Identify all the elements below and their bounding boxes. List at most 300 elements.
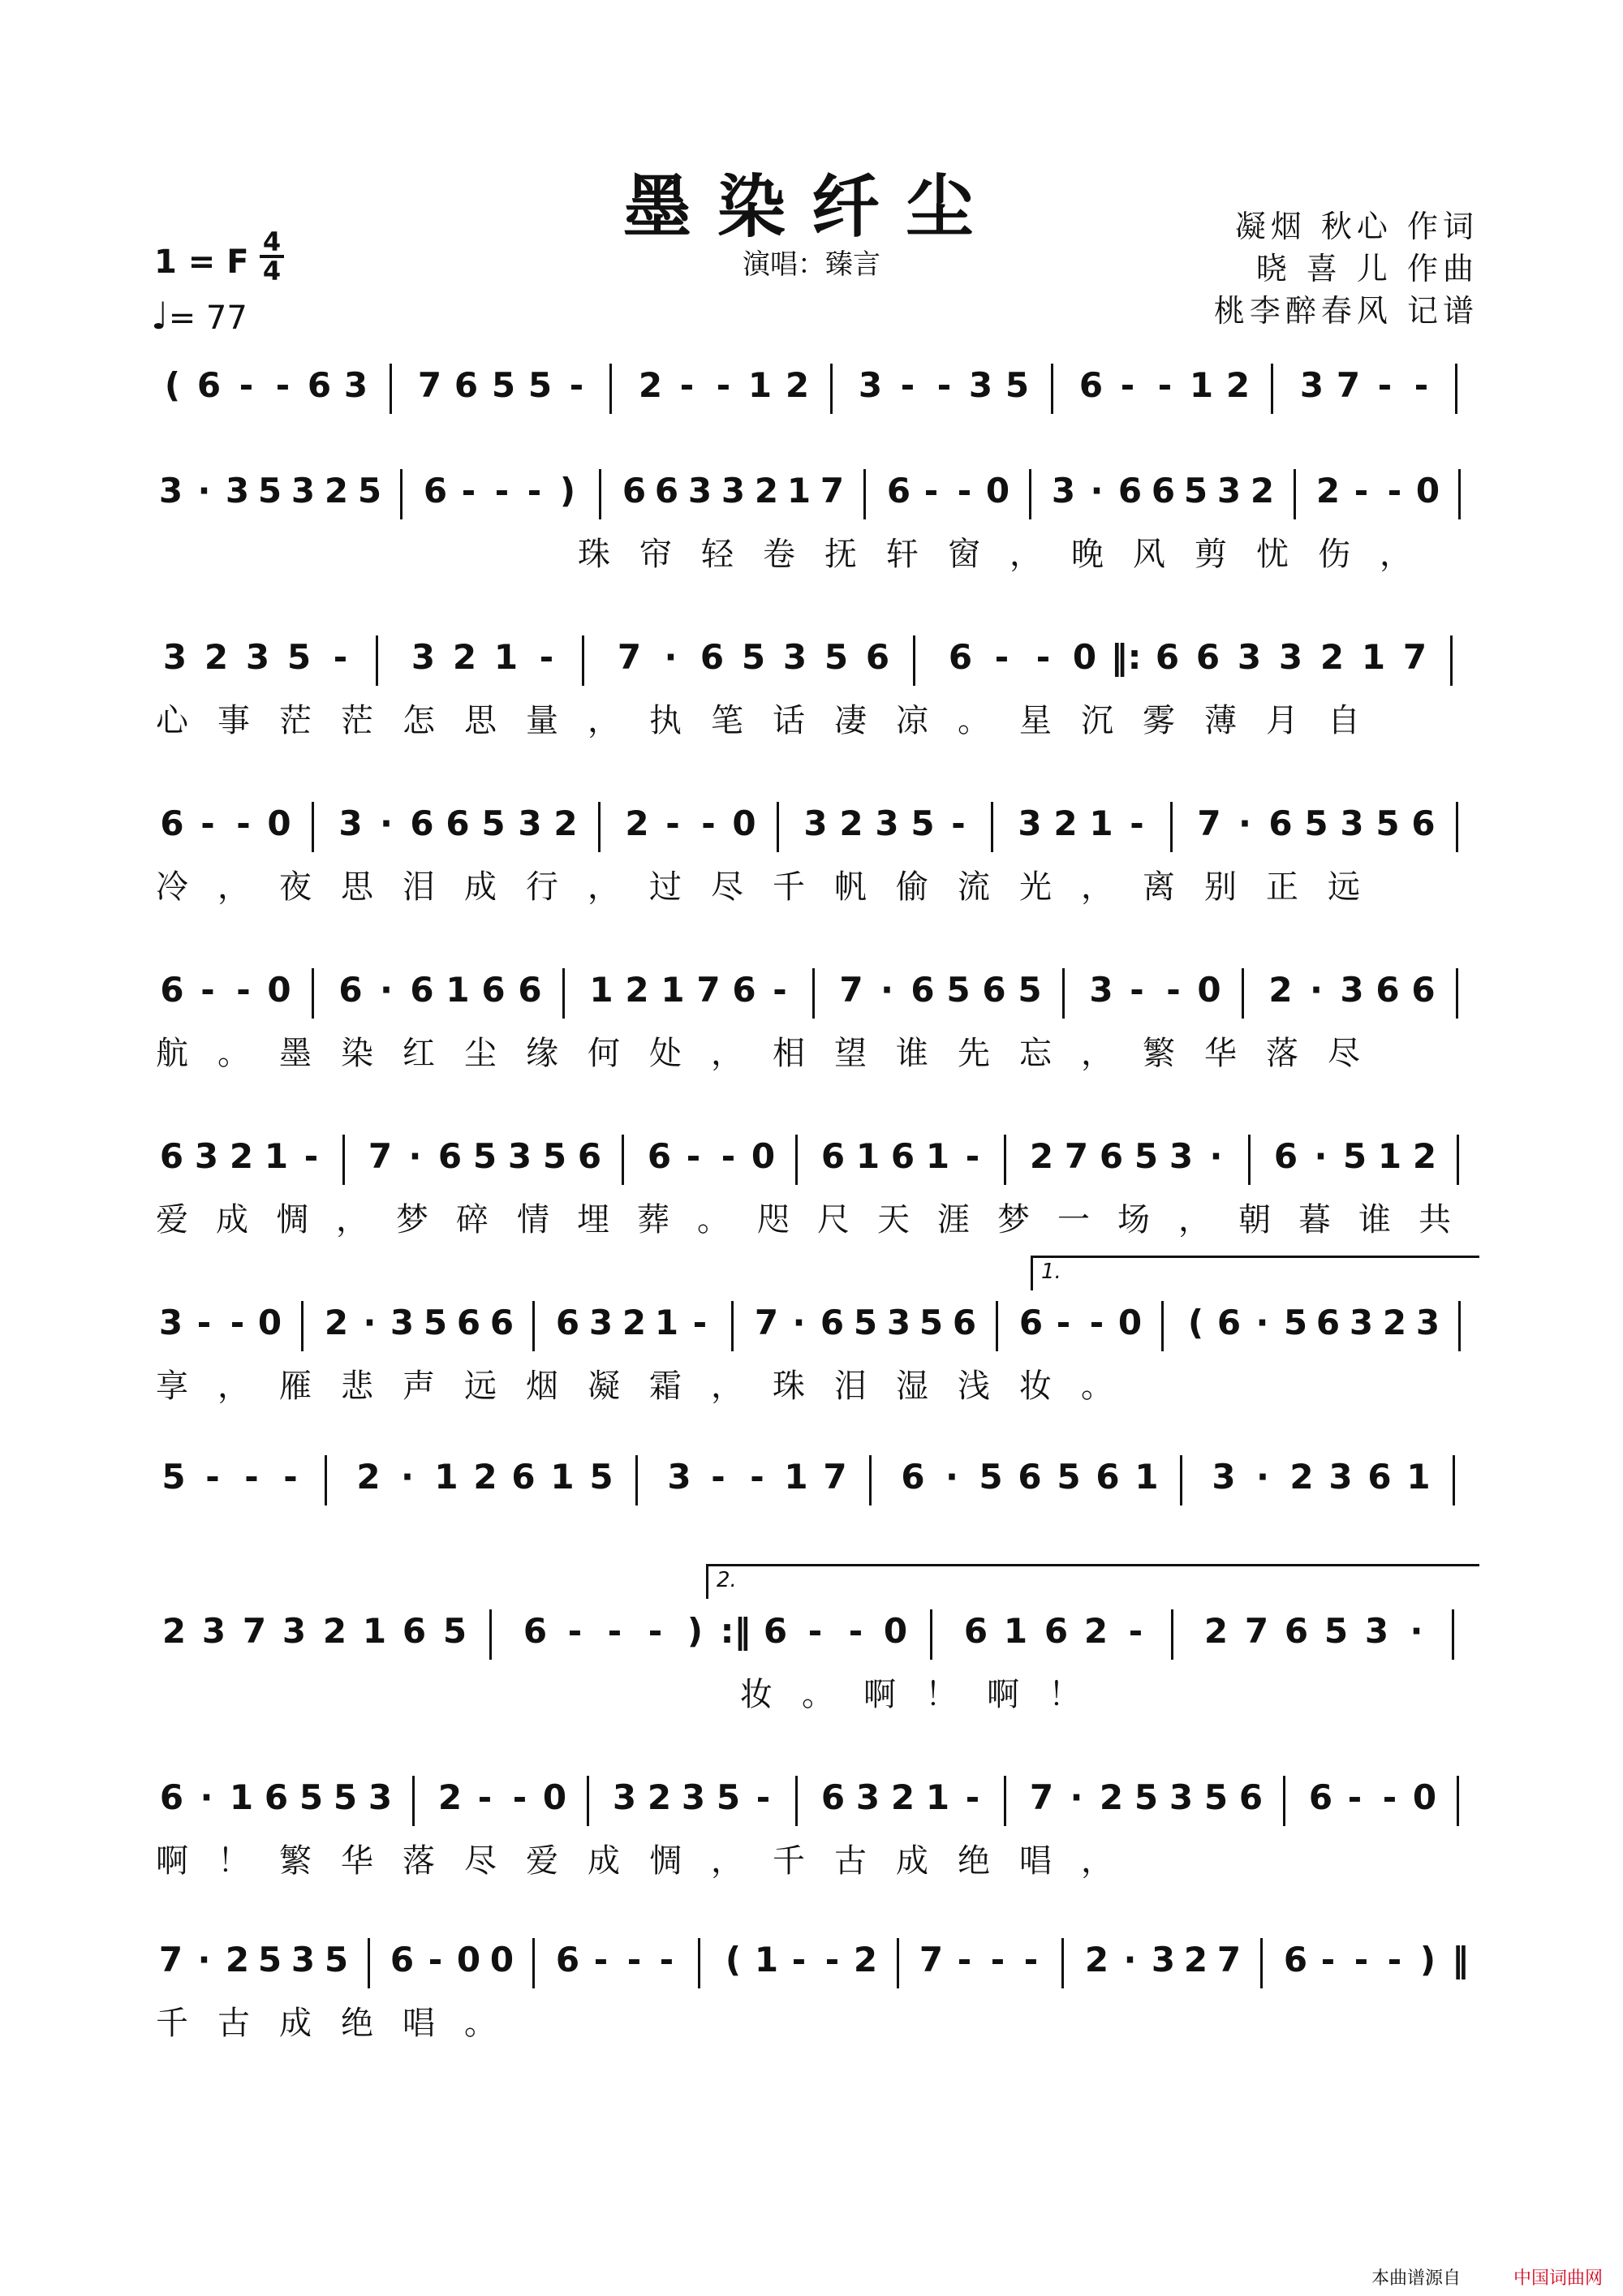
- lyric-char: 凉: [896, 702, 928, 739]
- note-symbol: -: [957, 471, 972, 510]
- note-symbol: 6: [1151, 471, 1176, 510]
- lyric-char: 行: [526, 868, 558, 906]
- note-symbol: 6: [523, 1611, 548, 1651]
- lyric-char: 谁: [1358, 1201, 1391, 1238]
- barline: [863, 469, 866, 519]
- note-symbol: (: [164, 365, 181, 405]
- score-row: [154, 357, 1477, 479]
- note-symbol: -: [428, 1940, 443, 1979]
- volta-second-label: 2.: [717, 1568, 737, 1592]
- lyric-char: 染: [341, 1035, 373, 1072]
- note-symbol: 2: [437, 1777, 463, 1817]
- note-symbol: 0: [732, 803, 756, 843]
- barline: [342, 1135, 345, 1185]
- note-symbol: 0: [267, 803, 291, 843]
- barline: [1061, 1938, 1064, 1988]
- note-symbol: -: [236, 970, 251, 1010]
- lyric-char: 落: [1266, 1035, 1298, 1072]
- lyric-char: 妆: [1019, 1368, 1052, 1405]
- tempo-marking: [151, 294, 248, 338]
- notation-line: [154, 357, 1477, 414]
- note-symbol: 5: [472, 1136, 497, 1176]
- note-symbol: 6: [952, 1303, 977, 1342]
- lyric-char: 湿: [896, 1368, 928, 1405]
- barline: [532, 1938, 535, 1988]
- lyric-char: 。: [958, 702, 990, 739]
- lyric-char: 唱: [403, 2005, 435, 2042]
- lyric-char: ，: [217, 868, 250, 906]
- lyric-char: 泪: [403, 868, 435, 906]
- lyric-char: 相: [773, 1035, 805, 1072]
- note-symbol: -: [824, 1940, 840, 1979]
- note-symbol: 3: [343, 365, 368, 405]
- note-symbol: 1: [925, 1136, 950, 1176]
- note-symbol: ·: [197, 471, 211, 510]
- lyric-char: 华: [341, 1842, 373, 1880]
- lyric-char: 怎: [403, 702, 435, 739]
- lyric-char: 烟: [526, 1368, 558, 1405]
- note-symbol: 0: [267, 970, 291, 1010]
- page-title: 墨染纤尘: [622, 166, 1000, 247]
- note-symbol: 2: [1183, 1940, 1208, 1979]
- barline: [1457, 1776, 1459, 1826]
- note-symbol: 6: [1018, 1457, 1042, 1497]
- note-symbol: 1: [786, 471, 812, 510]
- note-symbol: 3: [667, 1457, 691, 1497]
- note-symbol: -: [1056, 1303, 1071, 1342]
- barline: [1004, 1776, 1006, 1826]
- note-symbol: 6: [1284, 1611, 1309, 1651]
- lyric-char: 离: [1143, 868, 1175, 906]
- note-symbol: 6: [160, 970, 184, 1010]
- lyric-char: 成: [588, 1842, 620, 1880]
- note-symbol: 7: [1064, 1136, 1089, 1176]
- barline: [930, 1609, 932, 1660]
- note-symbol: -: [244, 1457, 259, 1497]
- note-symbol: 3: [390, 1303, 415, 1342]
- notation-line: [154, 1294, 1477, 1351]
- note-symbol: 5: [1134, 1777, 1159, 1817]
- lyric-char: 华: [1204, 1035, 1237, 1072]
- note-symbol: 7: [820, 471, 845, 510]
- lyric-char: 伤: [1318, 536, 1350, 573]
- note-symbol: ·: [1209, 1136, 1223, 1176]
- barline: [991, 802, 993, 852]
- lyric-char: 远: [464, 1368, 497, 1405]
- note-symbol: ·: [380, 970, 393, 1010]
- lyric-char: 落: [403, 1842, 435, 1880]
- note-symbol: 2: [647, 1777, 672, 1817]
- barline: [795, 1776, 798, 1826]
- barline: [698, 1938, 700, 1988]
- note-symbol: 0: [456, 1940, 481, 1979]
- lyrics-line: [154, 1033, 1477, 1074]
- lyric-char: 暮: [1298, 1201, 1331, 1238]
- barline: [1450, 635, 1453, 686]
- barline: [1271, 364, 1273, 414]
- note-symbol: 1: [1361, 637, 1386, 677]
- note-symbol: 7: [919, 1940, 944, 1979]
- note-symbol: -: [756, 1777, 771, 1817]
- note-symbol: 6: [1367, 1457, 1392, 1497]
- note-symbol: 2: [161, 1611, 187, 1651]
- lyric-char: 夜: [279, 868, 312, 906]
- note-symbol: 5: [542, 1136, 567, 1176]
- lyric-char: 成: [464, 868, 497, 906]
- note-symbol: -: [1023, 1940, 1039, 1979]
- note-symbol: -: [626, 1940, 642, 1979]
- note-symbol: -: [569, 365, 584, 405]
- lyric-char: 何: [588, 1035, 620, 1072]
- note-symbol: -: [593, 1940, 609, 1979]
- lyric-char: ，: [1178, 1201, 1211, 1238]
- note-symbol: 3: [368, 1777, 393, 1817]
- lyric-char: 惆: [276, 1201, 308, 1238]
- barline: [812, 968, 815, 1019]
- note-symbol: 1: [855, 1136, 880, 1176]
- lyric-char: 千: [773, 868, 805, 906]
- note-symbol: -: [1128, 1611, 1143, 1651]
- note-symbol: 2: [473, 1457, 497, 1497]
- note-symbol: 3: [1278, 637, 1303, 677]
- note-symbol: -: [665, 803, 680, 843]
- note-symbol: 6: [763, 1611, 788, 1651]
- barline: [1458, 469, 1461, 519]
- note-symbol: 2: [324, 1303, 349, 1342]
- note-symbol: ·: [792, 1303, 806, 1342]
- note-symbol: 5: [333, 1777, 358, 1817]
- lyric-char: 尺: [817, 1201, 850, 1238]
- note-symbol: 3: [1169, 1777, 1194, 1817]
- note-symbol: 7: [1216, 1940, 1242, 1979]
- note-symbol: 2: [622, 1303, 647, 1342]
- watermark-site: 中国词曲网: [1513, 2268, 1604, 2289]
- note-symbol: 2: [625, 803, 649, 843]
- note-symbol: 3: [858, 365, 883, 405]
- note-symbol: 2: [1083, 1611, 1109, 1651]
- note-symbol: 3: [875, 803, 899, 843]
- note-symbol: -: [205, 1457, 220, 1497]
- note-symbol: 3: [1328, 1457, 1353, 1497]
- note-symbol: 3: [1018, 803, 1042, 843]
- note-symbol: 6: [1117, 471, 1143, 510]
- lyric-char: 正: [1266, 868, 1298, 906]
- note-symbol: 1: [434, 1457, 458, 1497]
- time-signature-bottom: 4: [262, 256, 282, 286]
- lyric-char: ！: [1048, 1676, 1081, 1713]
- note-symbol: -: [716, 365, 731, 405]
- note-symbol: -: [239, 365, 254, 405]
- note-symbol: 1: [446, 970, 470, 1010]
- score-row: [154, 1449, 1477, 1570]
- lyric-char: 朝: [1238, 1201, 1271, 1238]
- lyric-char: 泪: [834, 1368, 867, 1405]
- barline: [1455, 364, 1457, 414]
- note-symbol: 6: [963, 1611, 988, 1651]
- note-symbol: 0: [1117, 1303, 1143, 1342]
- note-symbol: 6: [1283, 1940, 1308, 1979]
- note-symbol: 2: [1319, 637, 1345, 677]
- note-symbol: 6: [410, 970, 434, 1010]
- lyric-char: 情: [517, 1201, 549, 1238]
- note-symbol: 5: [1304, 803, 1328, 843]
- note-symbol: -: [1166, 970, 1181, 1010]
- note-symbol: ‖: [1452, 1940, 1469, 1979]
- note-symbol: ·: [1255, 1303, 1269, 1342]
- note-symbol: 5: [911, 803, 935, 843]
- note-symbol: 3: [687, 471, 712, 510]
- note-symbol: 5: [1057, 1457, 1081, 1497]
- note-symbol: 7: [158, 1940, 183, 1979]
- note-symbol: 7: [1197, 803, 1221, 843]
- note-symbol: 1: [1134, 1457, 1159, 1497]
- barline: [1180, 1455, 1182, 1506]
- notation-line: [154, 1769, 1477, 1826]
- barline: [1283, 1776, 1285, 1826]
- note-symbol: -: [807, 1611, 823, 1651]
- note-symbol: 5: [481, 803, 506, 843]
- note-symbol: 3: [1364, 1611, 1389, 1651]
- note-symbol: -: [711, 1457, 725, 1497]
- lyric-char: 笔: [711, 702, 743, 739]
- note-symbol: -: [304, 1136, 319, 1176]
- lyric-char: 心: [156, 702, 188, 739]
- lyric-char: 轻: [701, 536, 734, 573]
- lyric-char: 窗: [948, 536, 980, 573]
- note-symbol: -: [1414, 365, 1429, 405]
- note-symbol: ‖:: [1110, 637, 1142, 677]
- note-symbol: 6: [1268, 803, 1293, 843]
- note-symbol: 5: [1342, 1136, 1367, 1176]
- note-symbol: 2: [638, 365, 663, 405]
- lyricist-credit: 凝烟 秋心 作词: [1234, 209, 1479, 244]
- note-symbol: 6: [1411, 803, 1436, 843]
- note-symbol: 6: [489, 1303, 514, 1342]
- lyric-char: 话: [773, 702, 805, 739]
- lyric-char: 过: [649, 868, 682, 906]
- note-symbol: :‖: [720, 1611, 751, 1651]
- lyric-char: 涯: [937, 1201, 970, 1238]
- note-symbol: 2: [785, 365, 810, 405]
- note-symbol: -: [701, 803, 716, 843]
- note-symbol: -: [283, 1457, 298, 1497]
- score-row: [154, 1568, 1477, 1725]
- note-symbol: -: [791, 1940, 807, 1979]
- lyric-char: 碎: [456, 1201, 489, 1238]
- note-symbol: 6: [338, 970, 363, 1010]
- score-row: [154, 962, 1477, 1083]
- barline: [777, 802, 779, 852]
- note-symbol: ·: [200, 1777, 213, 1817]
- note-symbol: -: [923, 471, 939, 510]
- lyric-char: 星: [1019, 702, 1052, 739]
- lyric-char: 梦: [396, 1201, 428, 1238]
- note-symbol: 1: [925, 1777, 950, 1817]
- lyric-char: 爱: [156, 1201, 188, 1238]
- note-symbol: 3: [803, 803, 828, 843]
- lyric-char: 别: [1204, 868, 1237, 906]
- score-row: [154, 1128, 1477, 1250]
- note-symbol: 2: [1250, 471, 1275, 510]
- note-symbol: 6: [1238, 1777, 1264, 1817]
- note-symbol: ·: [1256, 1457, 1269, 1497]
- lyric-char: 绝: [341, 2005, 373, 2042]
- note-symbol: 6: [423, 471, 448, 510]
- lyric-char: 冷: [156, 868, 188, 906]
- note-symbol: -: [200, 970, 215, 1010]
- lyric-char: ，: [217, 1368, 250, 1405]
- barline: [869, 1455, 872, 1506]
- lyric-char: 剪: [1195, 536, 1227, 573]
- note-symbol: 3: [162, 637, 187, 677]
- note-symbol: 3: [1089, 970, 1113, 1010]
- note-symbol: ·: [1314, 1136, 1328, 1176]
- note-symbol: 3: [968, 365, 993, 405]
- note-symbol: 6: [622, 471, 647, 510]
- notation-line: [154, 962, 1477, 1019]
- note-symbol: 7: [839, 970, 863, 1010]
- lyric-char: 享: [156, 1368, 188, 1405]
- watermark-source: 本曲谱源自: [1371, 2268, 1462, 2289]
- note-symbol: 3: [1237, 637, 1262, 677]
- note-symbol: -: [936, 365, 952, 405]
- lyric-char: 思: [464, 702, 497, 739]
- note-symbol: -: [512, 1777, 527, 1817]
- time-signature-top: 4: [262, 226, 282, 257]
- lyric-char: 古: [834, 1842, 867, 1880]
- lyric-char: 尽: [711, 868, 743, 906]
- barline: [1029, 469, 1031, 519]
- lyric-char: 先: [958, 1035, 990, 1072]
- notation-line: [154, 1128, 1477, 1185]
- note-symbol: 3: [291, 471, 316, 510]
- note-symbol: 3: [201, 1611, 226, 1651]
- lyric-char: 千: [773, 1842, 805, 1880]
- lyric-char: 轩: [886, 536, 919, 573]
- lyric-char: 成: [896, 1842, 928, 1880]
- barline: [368, 1938, 370, 1988]
- score-row: [154, 795, 1477, 917]
- note-symbol: -: [200, 803, 215, 843]
- note-symbol: 6: [196, 365, 222, 405]
- quarter-note-icon: ♩: [151, 294, 169, 338]
- barline: [1004, 1135, 1006, 1185]
- lyric-char: ，: [588, 702, 620, 739]
- note-symbol: 6: [410, 803, 434, 843]
- note-symbol: 6: [160, 803, 184, 843]
- lyrics-line: [154, 534, 1477, 575]
- note-symbol: 0: [542, 1777, 567, 1817]
- lyric-char: 光: [1019, 868, 1052, 906]
- lyric-char: 繁: [1143, 1035, 1175, 1072]
- note-symbol: -: [750, 1457, 764, 1497]
- lyric-char: 。: [1081, 1368, 1113, 1405]
- note-symbol: 3: [245, 637, 270, 677]
- lyrics-line: [154, 1674, 1477, 1715]
- lyric-char: 墨: [279, 1035, 312, 1072]
- note-symbol: 7: [368, 1136, 393, 1176]
- note-symbol: 6: [1195, 637, 1220, 677]
- lyrics-line: [154, 1841, 1477, 1881]
- lyric-char: 事: [217, 702, 250, 739]
- notation-line: [154, 629, 1477, 686]
- barline: [599, 469, 601, 519]
- note-symbol: ): [1419, 1940, 1436, 1979]
- lyric-char: 一: [1057, 1201, 1090, 1238]
- note-symbol: 6: [654, 471, 679, 510]
- barline: [830, 364, 833, 414]
- lyric-char: 月: [1266, 702, 1298, 739]
- lyric-char: 成: [216, 1201, 248, 1238]
- barline: [1456, 968, 1458, 1019]
- note-symbol: 3: [1216, 471, 1242, 510]
- note-symbol: -: [1347, 1777, 1363, 1817]
- note-symbol: 3: [194, 1136, 219, 1176]
- note-symbol: 2: [1053, 803, 1078, 843]
- lyric-char: 自: [1328, 702, 1360, 739]
- barline: [1171, 1609, 1173, 1660]
- note-symbol: -: [1382, 1777, 1397, 1817]
- lyric-char: 缘: [526, 1035, 558, 1072]
- note-symbol: 6: [911, 970, 935, 1010]
- barline: [996, 1301, 998, 1351]
- note-symbol: -: [196, 1303, 212, 1342]
- note-symbol: 5: [853, 1303, 878, 1342]
- lyrics-line: [154, 1200, 1477, 1240]
- key-signature: 1 = F: [154, 243, 249, 281]
- lyric-char: 浅: [958, 1368, 990, 1405]
- lyric-char: 处: [649, 1035, 682, 1072]
- lyric-char: 霜: [649, 1368, 682, 1405]
- note-symbol: 6: [1099, 1136, 1124, 1176]
- barline: [562, 968, 565, 1019]
- note-symbol: ·: [1410, 1611, 1423, 1651]
- note-symbol: 1: [1003, 1611, 1028, 1651]
- note-symbol: 5: [589, 1457, 613, 1497]
- barline: [312, 968, 314, 1019]
- lyric-char: 。: [697, 1201, 730, 1238]
- score-row: [154, 1260, 1477, 1416]
- lyric-char: 帘: [639, 536, 672, 573]
- note-symbol: -: [236, 803, 251, 843]
- lyric-char: ，: [1010, 536, 1042, 573]
- note-symbol: 3: [1169, 1136, 1194, 1176]
- note-symbol: 1: [362, 1611, 387, 1651]
- barline: [1260, 1938, 1263, 1988]
- note-symbol: (: [725, 1940, 742, 1979]
- barline: [1452, 1609, 1454, 1660]
- note-symbol: 3: [1151, 1940, 1176, 1979]
- note-symbol: 7: [696, 970, 721, 1010]
- note-symbol: 1: [784, 1457, 808, 1497]
- note-symbol: ): [687, 1611, 704, 1651]
- note-symbol: ·: [1070, 1777, 1083, 1817]
- lyric-char: ，: [588, 868, 620, 906]
- note-symbol: -: [848, 1611, 863, 1651]
- barline: [1456, 802, 1458, 852]
- note-symbol: 2: [839, 803, 863, 843]
- note-symbol: 6: [732, 970, 756, 1010]
- barline: [312, 802, 314, 852]
- note-symbol: 6: [865, 637, 890, 677]
- note-symbol: 3: [782, 637, 807, 677]
- lyric-char: 航: [156, 1035, 188, 1072]
- note-symbol: 6: [454, 365, 479, 405]
- note-symbol: 2: [204, 637, 229, 677]
- note-symbol: 3: [291, 1940, 316, 1979]
- lyric-char: 执: [649, 702, 682, 739]
- note-symbol: 0: [1072, 637, 1097, 677]
